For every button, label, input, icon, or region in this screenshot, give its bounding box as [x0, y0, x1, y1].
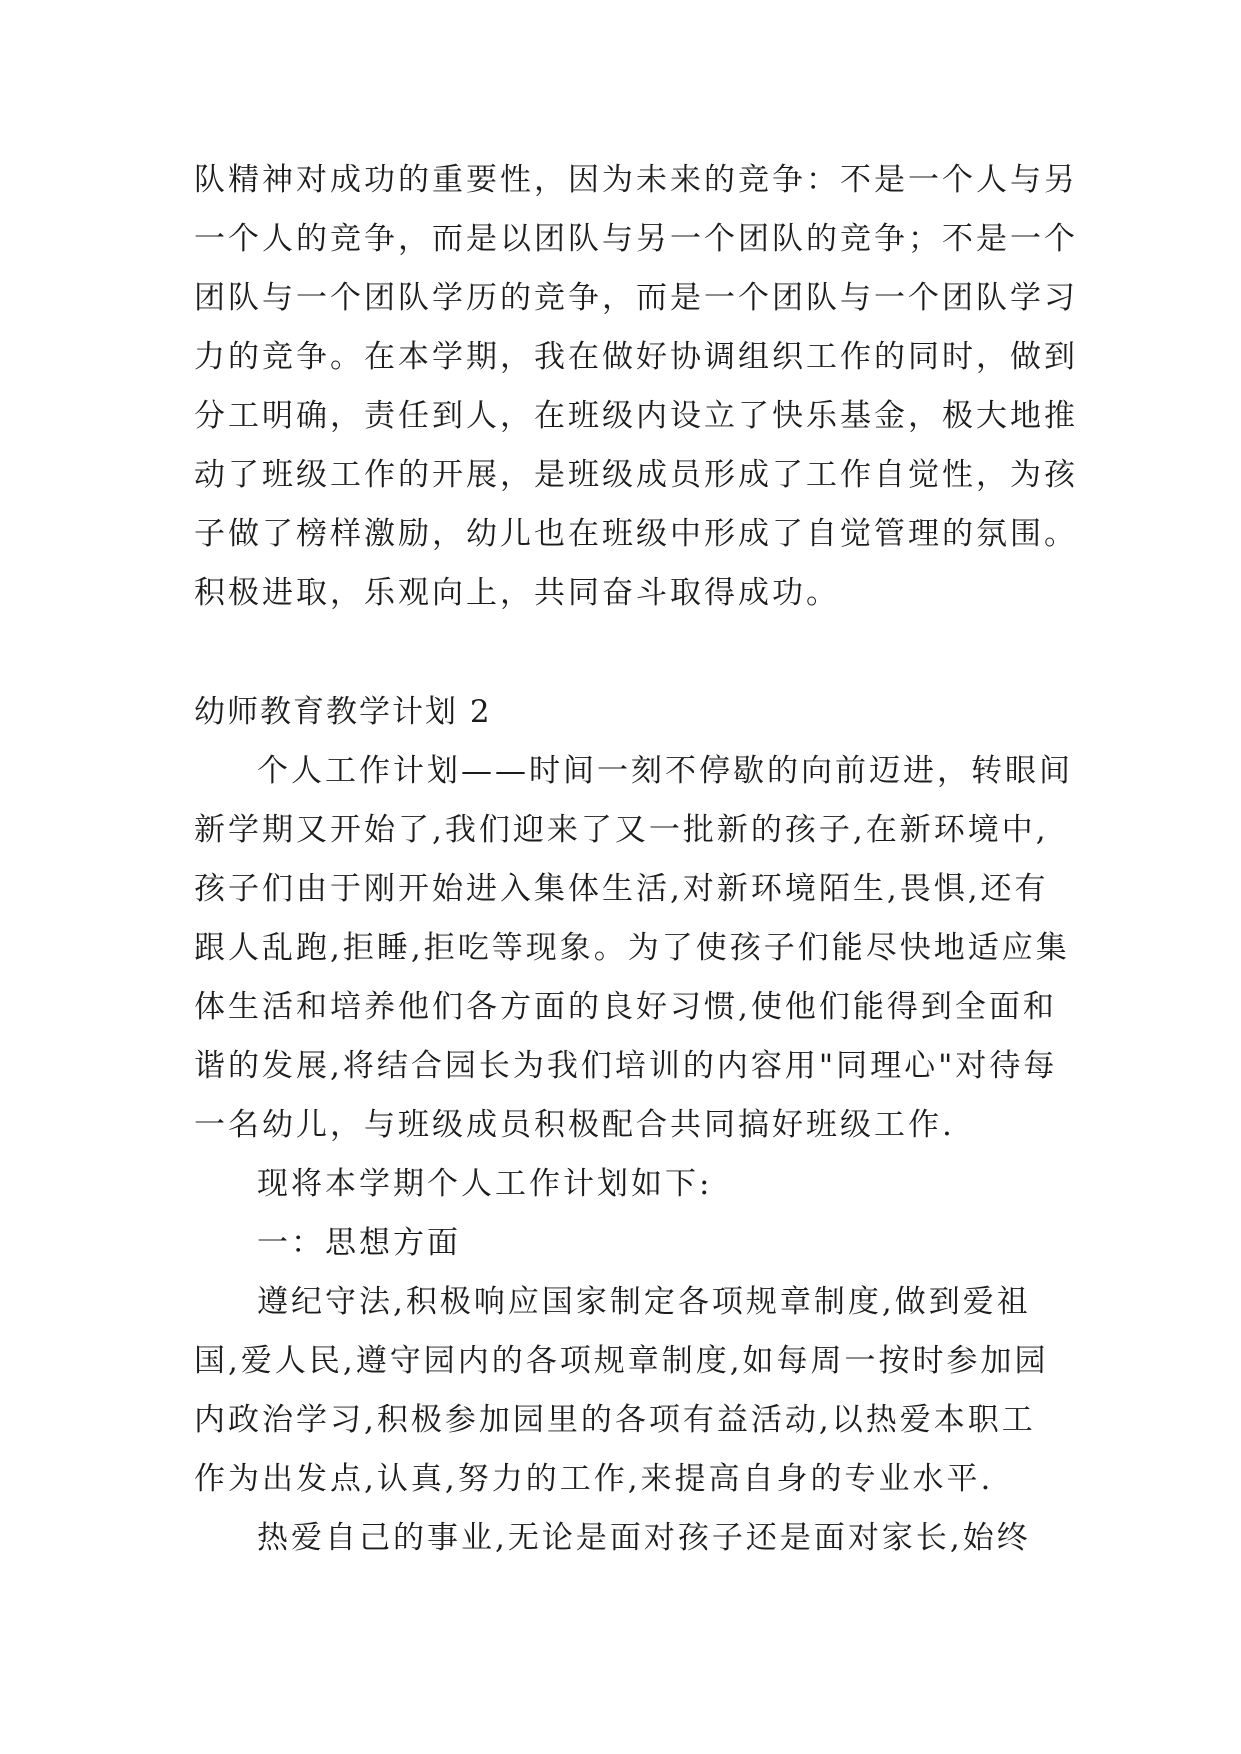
text-line: 一个人的竞争，而是以团队与另一个团队的竞争；不是一个 [194, 221, 1078, 257]
text-line: 国,爱人民,遵守园内的各项规章制度,如每周一按时参加园 [194, 1343, 1049, 1379]
text-line: 热爱自己的事业,无论是面对孩子还是面对家长,始终 [257, 1520, 1031, 1556]
text-line: 团队与一个团队学历的竞争，而是一个团队与一个团队学习 [194, 280, 1078, 316]
plan-intro: 现将本学期个人工作计划如下: [257, 1166, 713, 1202]
text-line: 孩子们由于刚开始进入集体生活,对新环境陌生,畏惧,还有 [194, 871, 1049, 907]
text-line: 遵纪守法,积极响应国家制定各项规章制度,做到爱祖 [257, 1284, 1031, 1320]
text-line: 个人工作计划——时间一刻不停歇的向前迈进，转眼间 [257, 753, 1073, 789]
text-line: 力的竞争。在本学期，我在做好协调组织工作的同时，做到 [194, 339, 1078, 375]
text-line: 新学期又开始了,我们迎来了又一批新的孩子,在新环境中, [194, 812, 1049, 848]
text-line: 积极进取，乐观向上，共同奋斗取得成功。 [194, 575, 840, 611]
text-line: 一名幼儿，与班级成员积极配合共同搞好班级工作. [194, 1107, 955, 1143]
text-line: 跟人乱跑,拒睡,拒吃等现象。为了使孩子们能尽快地适应集 [194, 930, 1070, 966]
text-line: 谐的发展,将结合园长为我们培训的内容用"同理心"对待每 [194, 1048, 1058, 1084]
section-title: 幼师教育教学计划 2 [194, 694, 492, 730]
text-line: 内政治学习,积极参加园里的各项有益活动,以热爱本职工 [194, 1402, 1036, 1438]
text-line: 体生活和培养他们各方面的良好习惯,使他们能得到全面和 [194, 989, 1057, 1025]
text-line: 动了班级工作的开展，是班级成员形成了工作自觉性，为孩 [194, 457, 1078, 493]
text-line: 子做了榜样激励，幼儿也在班级中形成了自觉管理的氛围。 [194, 516, 1078, 552]
text-line: 作为出发点,认真,努力的工作,来提高自身的专业水平. [194, 1461, 994, 1497]
subheading: 一：思想方面 [257, 1225, 461, 1261]
text-line: 分工明确，责任到人，在班级内设立了快乐基金，极大地推 [194, 398, 1078, 434]
text-line: 队精神对成功的重要性，因为未来的竞争：不是一个人与另 [194, 162, 1078, 198]
